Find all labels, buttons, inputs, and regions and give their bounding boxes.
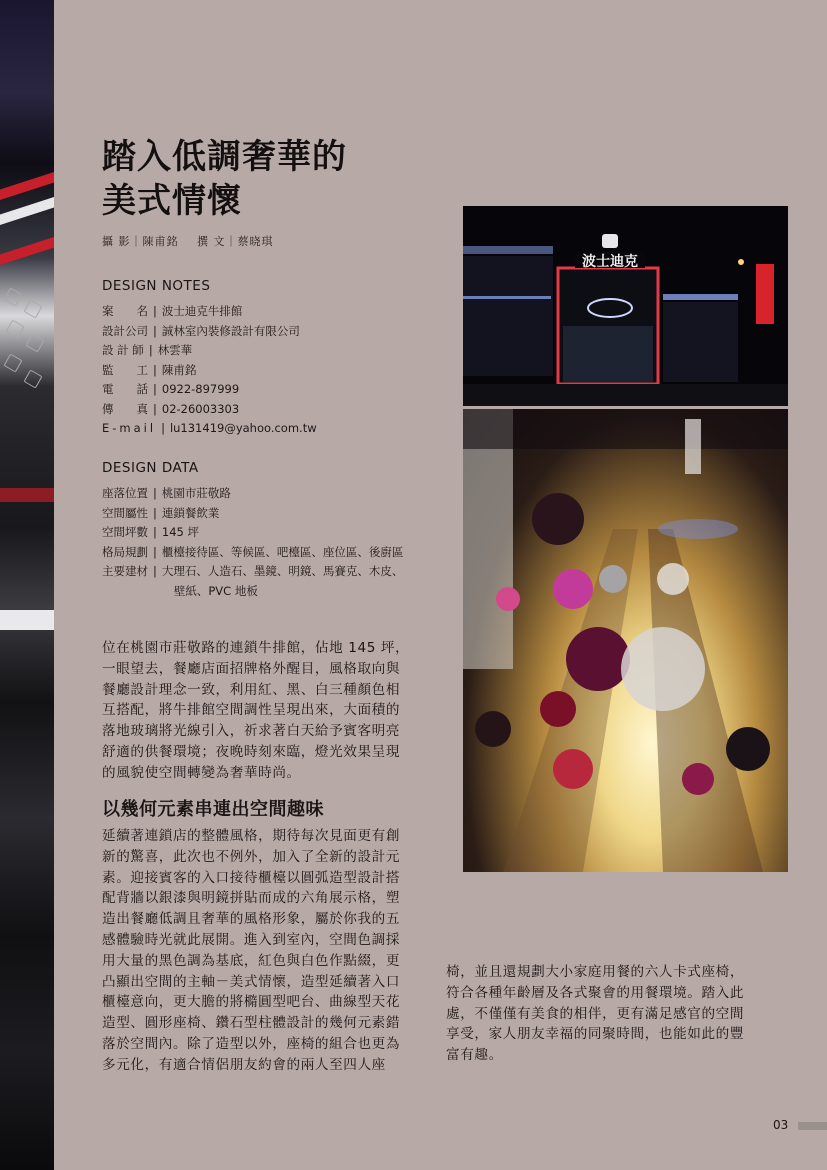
continued-paragraph bbox=[446, 962, 744, 1066]
row-label: 設 計 師 bbox=[102, 343, 144, 357]
text-line: 感體驗時光就此展開。進入到室內，空間色調採 bbox=[102, 931, 401, 948]
design-notes-row: 設 計 師 | 林雲華 bbox=[102, 341, 317, 361]
row-label: 座落位置 bbox=[102, 486, 148, 500]
design-notes-row: 設計公司 | 誠林室內裝修設計有限公司 bbox=[102, 322, 317, 342]
text-line: 配背牆以銀漆與明鏡拼貼而成的六角展示格，塑 bbox=[102, 890, 401, 907]
text-line: 造出餐廳低調且奢華的風格形象，屬於你我的五 bbox=[102, 911, 401, 928]
writer-credit: 撰 文｜蔡晓琪 bbox=[197, 235, 274, 248]
text-line: 一眼望去，餐廳店面招牌格外醒目，風格取向與 bbox=[102, 660, 401, 677]
row-value: 145 坪 bbox=[161, 525, 199, 539]
text-line: 舒適的供餐環境；夜晚時刻來臨，燈光效果呈現 bbox=[102, 743, 401, 760]
row-value: 林雲華 bbox=[157, 343, 193, 357]
row-label: 格局規劃 bbox=[102, 544, 148, 559]
text-line: 椅，並且還規劃大小家庭用餐的六人卡式座椅， bbox=[446, 964, 745, 980]
text-line: 櫃檯意向，更大膽的將橢圓型吧台、曲線型天花 bbox=[102, 994, 401, 1011]
text-line: 富有趣。 bbox=[446, 1047, 503, 1064]
text-line: 享受，家人朋友幸福的同聚時間，也能如此的豐 bbox=[446, 1026, 745, 1043]
row-value: 桃園市莊敬路 bbox=[161, 486, 231, 500]
row-label: 監 工 bbox=[102, 362, 148, 377]
design-notes-row: 傳 真 | 02-26003303 bbox=[102, 400, 317, 420]
design-data-row: 空間屬性 | 連鎖餐飲業 bbox=[102, 504, 403, 524]
hex-grid-cell bbox=[5, 319, 24, 338]
red-light-stripe bbox=[0, 233, 54, 267]
design-notes-row: 案 名 | 波士迪克牛排館 bbox=[102, 302, 317, 322]
text-line: 新的驚喜，此次也不例外，加入了全新的設計元 bbox=[102, 848, 401, 865]
row-value: 02-26003303 bbox=[161, 401, 240, 416]
design-data-row: 格局規劃 | 櫃檯接待區、等候區、吧檯區、座位區、後廚區 bbox=[102, 543, 403, 563]
red-light-stripe bbox=[0, 168, 54, 202]
text-line: 互搭配，將牛排館空間調性呈現出來，大面積的 bbox=[102, 702, 401, 719]
section-subheading: 以幾何元素串連出空間趣味 bbox=[102, 799, 324, 820]
design-data-heading: DESIGN DATA bbox=[102, 460, 199, 476]
text-line: 符合各種年齡層及各式聚會的用餐環境。踏入此 bbox=[446, 984, 745, 1001]
page-number: 03 bbox=[773, 1118, 789, 1132]
hex-grid-cell bbox=[25, 333, 44, 352]
row-label: 空間坪數 bbox=[102, 525, 148, 539]
row-label: 傳 真 bbox=[102, 401, 148, 416]
credits bbox=[102, 233, 288, 249]
main-paragraph bbox=[102, 826, 400, 1076]
design-data-list bbox=[102, 484, 403, 601]
storefront-photo bbox=[463, 206, 788, 406]
window-light bbox=[0, 610, 54, 630]
hex-grid-cell bbox=[3, 353, 22, 372]
row-value: 誠林室內裝修設計有限公司 bbox=[161, 323, 300, 338]
row-value: 波士迪克牛排館 bbox=[161, 304, 243, 318]
row-label: 主要建材 bbox=[102, 564, 148, 578]
row-label: 案 名 bbox=[102, 304, 148, 318]
text-line: 延續著連鎖店的整體風格，期待每次見面更有創 bbox=[102, 828, 401, 844]
design-data-row: 座落位置 | 桃園市莊敬路 bbox=[102, 484, 403, 504]
white-light-stripe bbox=[0, 193, 54, 227]
title-line-2: 美式情懷 bbox=[102, 181, 242, 221]
text-line: 造型、圓形座椅、鑽石型柱體設計的幾何元素錯 bbox=[102, 1015, 401, 1032]
row-label: 設計公司 bbox=[102, 323, 148, 338]
row-value: 壁紙、PVC 地板 bbox=[173, 583, 258, 598]
email-value: lu131419@yahoo.com.tw bbox=[169, 421, 317, 435]
design-notes-row: 電 話 | 0922-897999 bbox=[102, 380, 317, 400]
design-data-row: 空間坪數 | 145 坪 bbox=[102, 523, 403, 543]
text-line: 多元化，有適合情侶朋友約會的兩人至四人座 bbox=[102, 1056, 386, 1073]
title-line-1: 踏入低調奢華的 bbox=[102, 137, 347, 177]
storefront-illustration bbox=[463, 206, 788, 406]
row-label bbox=[102, 582, 160, 602]
page-number-bar bbox=[798, 1122, 827, 1130]
row-value: 0922-897999 bbox=[161, 382, 240, 396]
design-data-row: 主要建材 | 大理石、人造石、墨鏡、明鏡、馬賽克、木皮、 bbox=[102, 562, 403, 582]
row-label: 電 話 bbox=[102, 382, 148, 396]
text-line: 位在桃園市莊敬路的連鎖牛排館，佔地 145 坪， bbox=[102, 640, 410, 656]
red-band bbox=[0, 488, 54, 502]
design-notes-list bbox=[102, 302, 317, 439]
text-line: 素。迎接賓客的入口接待櫃檯以圓弧造型設計搭 bbox=[102, 869, 401, 886]
text-line: 餐廳設計理念一致，利用紅、黑、白三種顏色相 bbox=[102, 681, 401, 698]
hex-grid-cell bbox=[23, 369, 42, 388]
row-value: 陳甫銘 bbox=[161, 362, 197, 377]
row-label: 空間屬性 bbox=[102, 505, 148, 520]
design-notes-heading: DESIGN NOTES bbox=[102, 278, 211, 294]
hex-grid-cell bbox=[3, 287, 22, 306]
design-data-row bbox=[102, 582, 403, 602]
text-line: 處，不僅僅有美食的相伴，更有滿足感官的空間 bbox=[446, 1005, 745, 1022]
row-value: 大理石、人造石、墨鏡、明鏡、馬賽克、木皮、 bbox=[161, 564, 404, 578]
row-label: E-mail bbox=[102, 421, 157, 435]
design-notes-row: E-mail | lu131419@yahoo.com.tw bbox=[102, 419, 317, 439]
row-value: 櫃檯接待區、等候區、吧檯區、座位區、後廚區 bbox=[161, 544, 404, 559]
text-line: 落地玻璃將光線引入，祈求著白天給予賓客明亮 bbox=[102, 723, 401, 740]
design-notes-row: 監 工 | 陳甫銘 bbox=[102, 361, 317, 381]
row-value: 連鎖餐飲業 bbox=[161, 505, 220, 520]
storefront-sign-text: 波士迪克 bbox=[582, 254, 638, 270]
text-line: 凸顯出空間的主軸－美式情懷，造型延續著入口 bbox=[102, 973, 401, 990]
photo-credit: 攝 影｜陳甫銘 bbox=[102, 235, 179, 248]
left-edge-photo bbox=[0, 0, 54, 1170]
intro-paragraph bbox=[102, 638, 409, 784]
article-title bbox=[102, 135, 347, 223]
text-line: 的風貌使空間轉變為奢華時尚。 bbox=[102, 764, 301, 781]
interior-illustration bbox=[463, 409, 788, 872]
text-line: 落於空間內。除了造型以外，座椅的組合也更為 bbox=[102, 1035, 401, 1052]
interior-photo bbox=[463, 409, 788, 872]
text-line: 用大量的黑色調為基底，紅色與白色作點綴，更 bbox=[102, 952, 401, 969]
hex-grid-cell bbox=[23, 299, 42, 318]
